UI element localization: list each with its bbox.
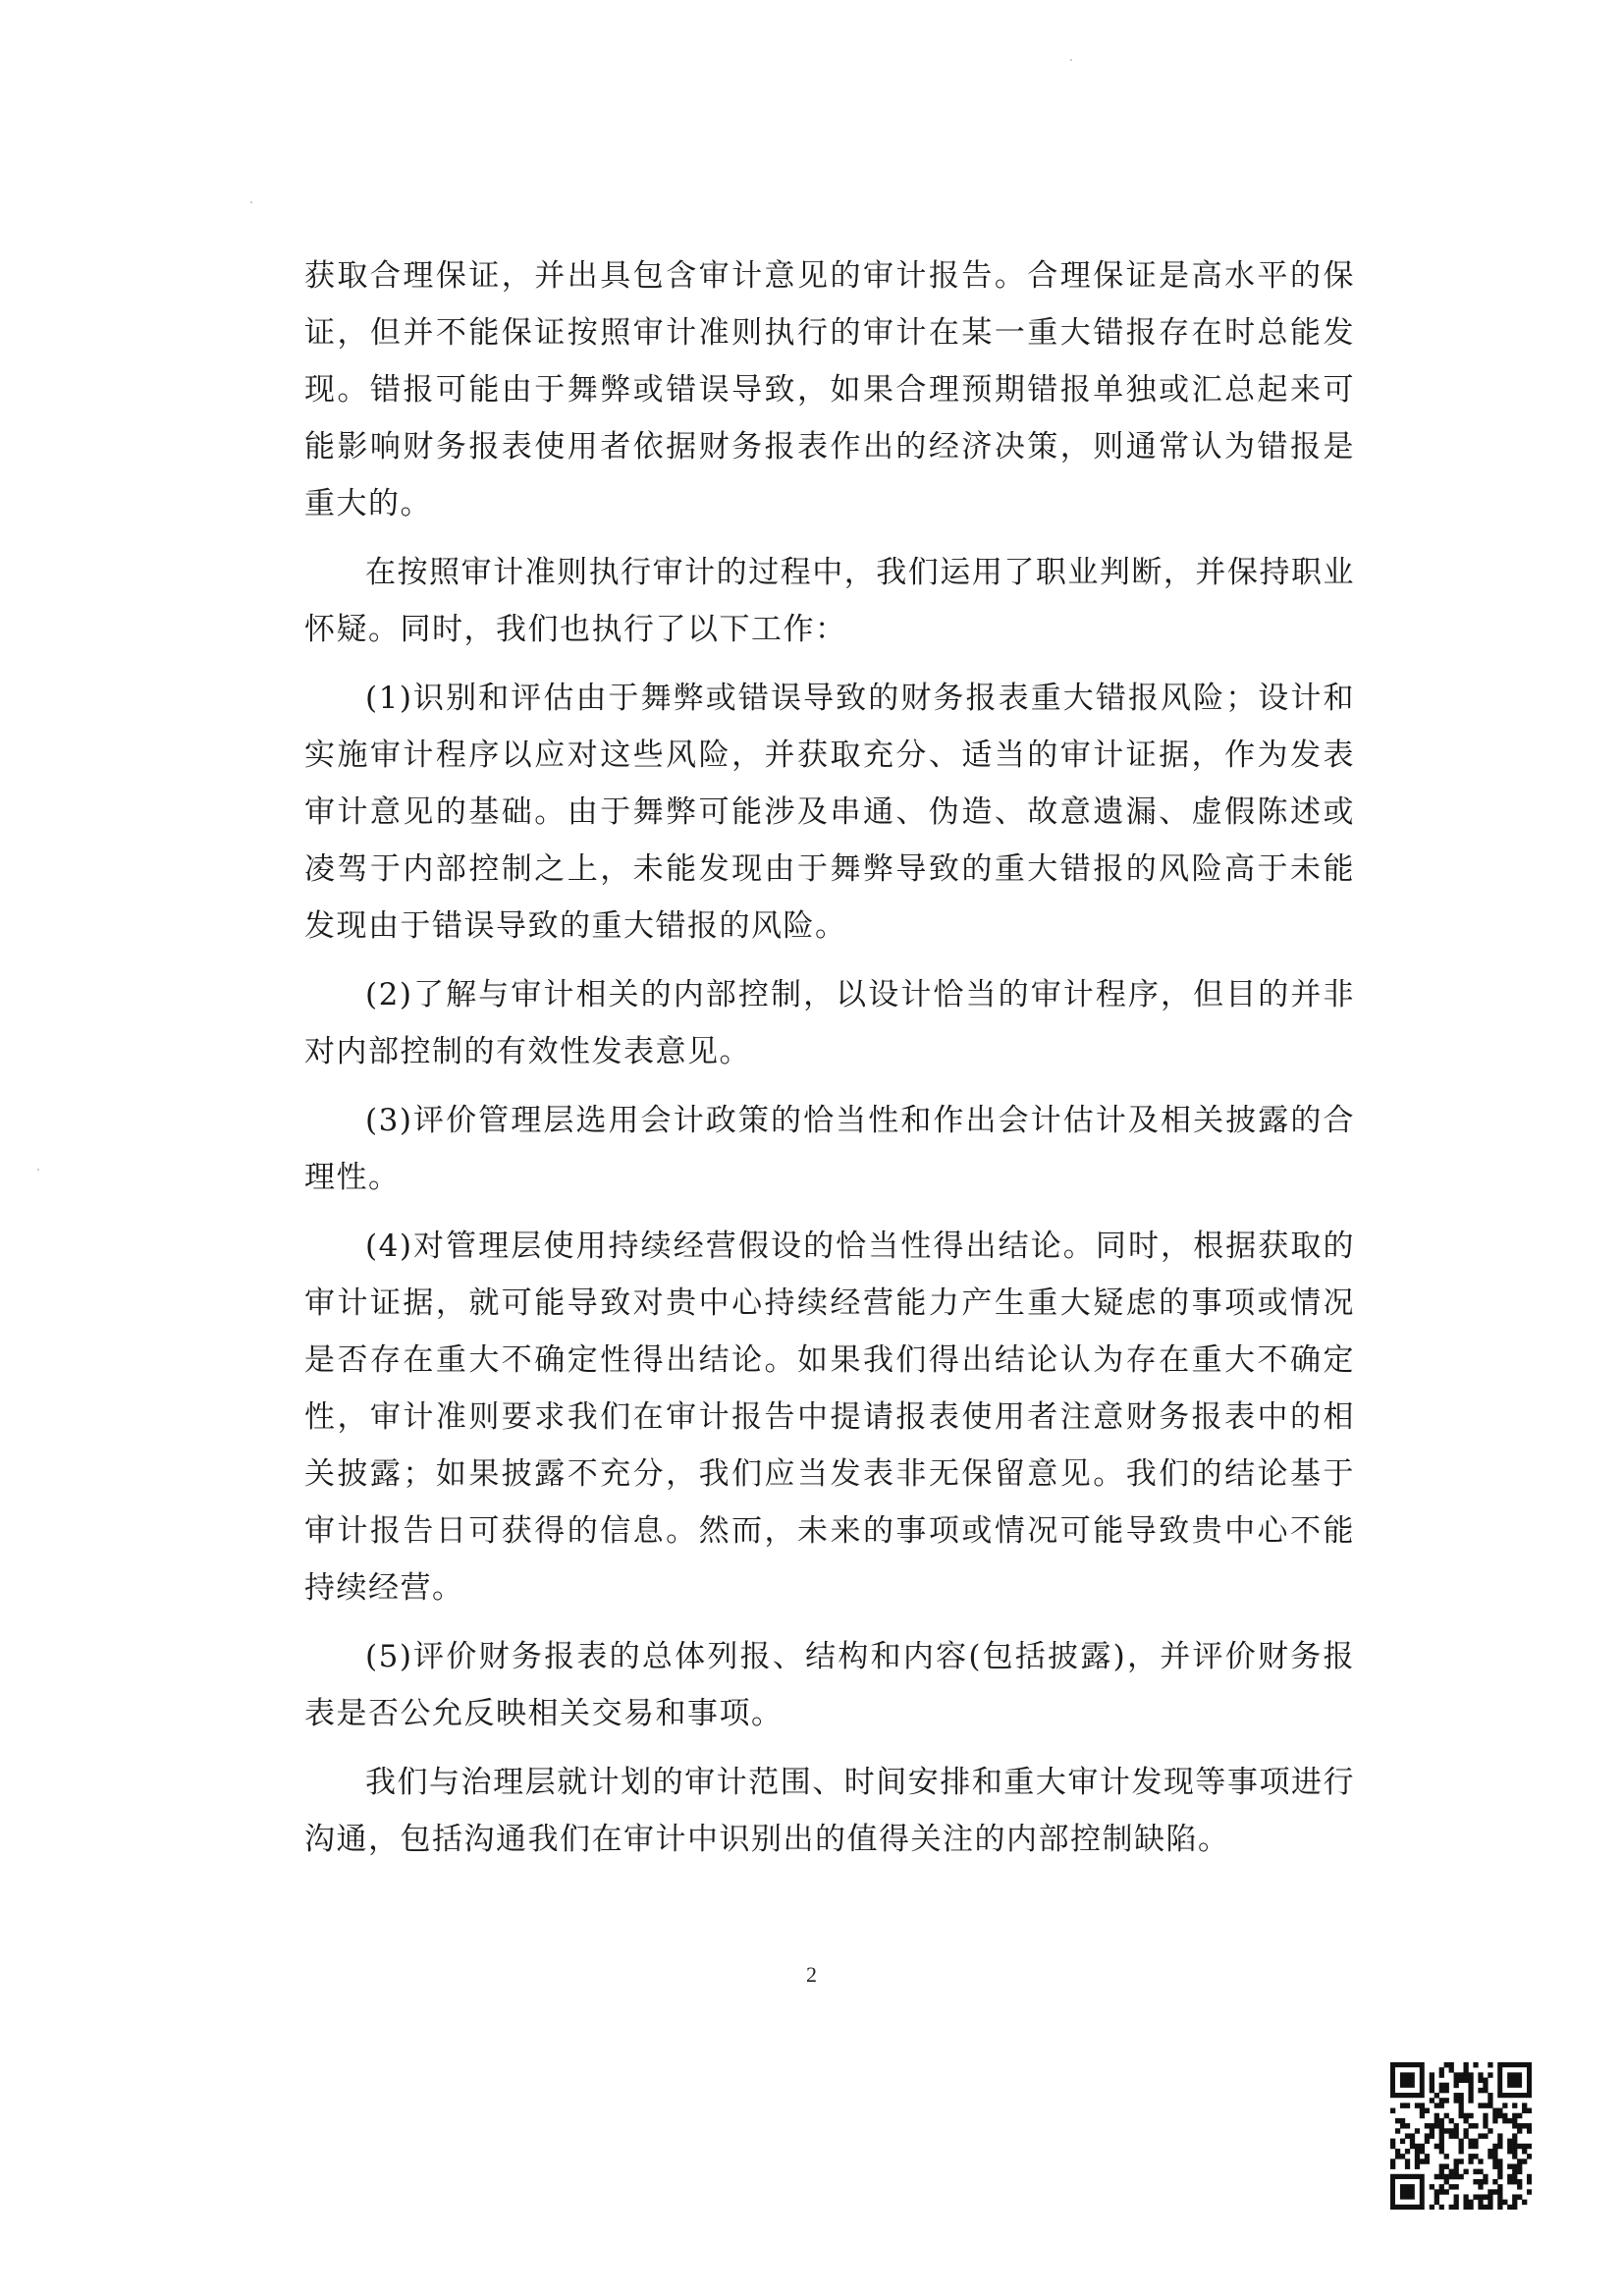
qr-code-icon — [1390, 2062, 1532, 2210]
paragraph-professional-judgment: 在按照审计准则执行审计的过程中，我们运用了职业判断，并保持职业怀疑。同时，我们也执行了以下工作： — [304, 555, 1355, 647]
scan-speck — [250, 201, 252, 203]
paragraph-item-1: (1)识别和评估由于舞弊或错误导致的财务报表重大错报风险；设计和实施审计程序以应对这些风险，并获取充分、适当的审计证据，作为发表审计意见的基础。由于舞弊可能涉及串通、伪造、故意遗漏、虚假陈述或凌驾于内部控制之上，未能发现由于舞弊导致的重大错报的风险高于未能发现由于错误导致的重大错报的风险。 — [304, 681, 1355, 944]
paragraph-item-2: (2)了解与审计相关的内部控制，以设计恰当的审计程序，但目的并非对内部控制的有效性发表意见。 — [304, 977, 1355, 1069]
scan-speck — [1070, 59, 1072, 61]
paragraph-governance-communication: 我们与治理层就计划的审计范围、时间安排和重大审计发现等事项进行沟通，包括沟通我们在审计中识别出的值得关注的内部控制缺陷。 — [304, 1765, 1355, 1857]
paragraph-item-3: (3)评价管理层选用会计政策的恰当性和作出会计估计及相关披露的合理性。 — [304, 1103, 1355, 1195]
paragraph-item-4: (4)对管理层使用持续经营假设的恰当性得出结论。同时，根据获取的审计证据，就可能导致对贵中心持续经营能力产生重大疑虑的事项或情况是否存在重大不确定性得出结论。如果我们得出结论认为存在重大不确定性，审计准则要求我们在审计报告中提请报表使用者注意财务报表中的相关披露；如果披露不充分，我们应当发表非无保留意见。我们的结论基于审计报告日可获得的信息。然而，未来的事项或情况可能导致贵中心不能持续经营。 — [304, 1229, 1355, 1606]
page-number: 2 — [806, 1962, 817, 1987]
paragraph-item-5: (5)评价财务报表的总体列报、结构和内容(包括披露)，并评价财务报表是否公允反映相关交易和事项。 — [304, 1639, 1355, 1731]
paragraph-reasonable-assurance: 获取合理保证，并出具包含审计意见的审计报告。合理保证是高水平的保证，但并不能保证按照审计准则执行的审计在某一重大错报存在时总能发现。错报可能由于舞弊或错误导致，如果合理预期错报单独或汇总起来可能影响财务报表使用者依据财务报表作出的经济决策，则通常认为错报是重大的。 — [304, 258, 1355, 521]
report-body — [304, 247, 1355, 1868]
scan-speck — [37, 1169, 39, 1171]
